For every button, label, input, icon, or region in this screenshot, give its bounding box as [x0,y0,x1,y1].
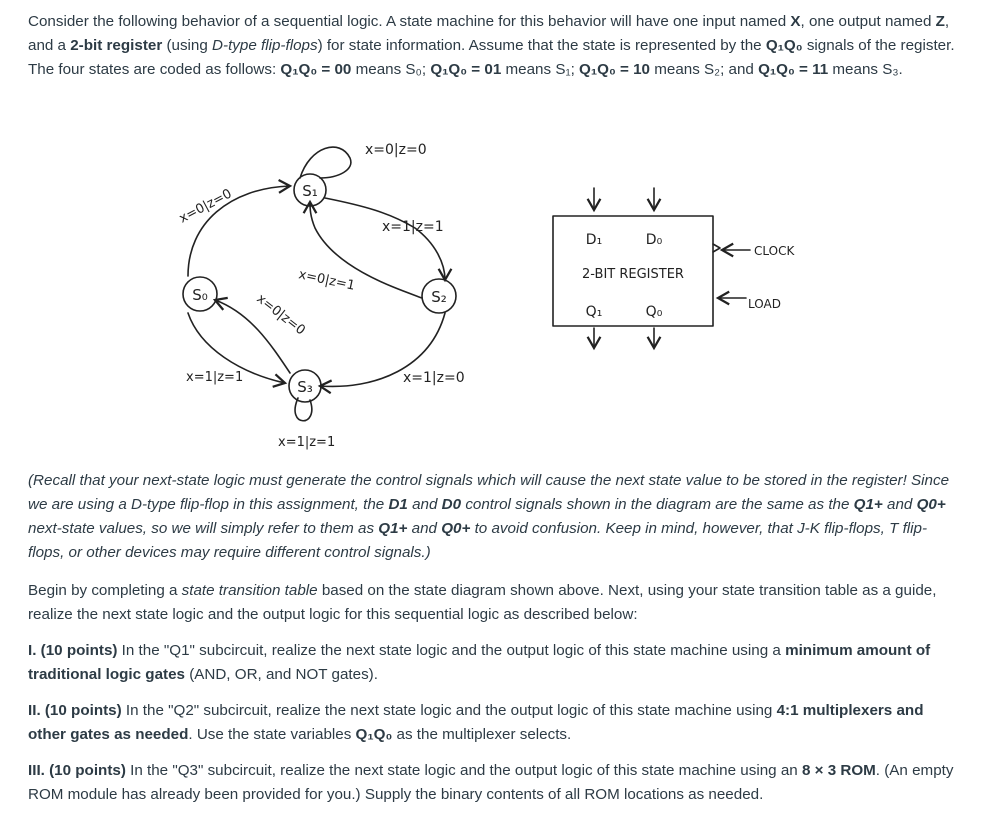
label-s2-to-s3: x=1|z=0 [403,370,465,386]
part-2-paragraph: II. (10 points) In the "Q2" subcircuit, realize the next state logic and the output logic of this state machine using 4:1 multiplexers and other gates as needed. Use the state variables Q₁Q₀ as the multiplexer selects. [28,702,924,743]
reg-q0: Q₀ [645,304,663,320]
label-s3-to-s0: x=0|z=0 [253,291,308,339]
label-s0-to-s1: x=0|z=0 [176,186,235,227]
svg-text:S₁: S₁ [302,182,318,200]
state-diagram-figure [160,128,840,458]
label-s1-to-s2: x=1|z=1 [382,219,444,235]
recall-paragraph: (Recall that your next-state logic must generate the control signals which will cause the next state value to be stored in the register! Since we are using a D-type flip-flop in this assignment, the D1 and D0 control signals shown in the diagram are the same as the Q1+ and Q0+ next-state values, so we will simply refer to them as Q1+ and Q0+ to avoid confusion. Keep in mind, however, that J-K flip-flops, T flip-flops, or other devices may require different control signals.) [28,472,950,561]
reg-q1: Q₁ [585,304,603,320]
reg-load: LOAD [748,297,781,311]
register-block [553,188,795,348]
svg-text:S₀: S₀ [192,286,208,304]
state-s3 [289,370,321,402]
edge-s1-self-loop [300,147,351,178]
part-3-paragraph: III. (10 points) In the "Q3" subcircuit, realize the next state logic and the output logic of this state machine using an 8 × 3 ROM. (An empty ROM module has already been provided for you.) Supply the binary contents of all ROM locations as needed. [28,762,954,803]
svg-text:S₂: S₂ [431,288,447,306]
svg-text:S₃: S₃ [297,378,313,396]
label-s2-to-s1: x=0|z=1 [297,267,357,294]
reg-d1: D₁ [585,232,603,248]
intro-paragraph: Consider the following behavior of a sequential logic. A state machine for this behavior will have one input named X, one output named Z, and a 2-bit register (using D-type flip-flops) for state information. Assume that the state is represented by the Q₁Q₀ signals of the register. The four states are coded as follows: Q₁Q₀ = 00 means S₀; Q₁Q₀ = 01 means S₁; Q₁Q₀ = 10 means S₂; and Q₁Q₀ = 11 means S₃. [28,13,955,78]
label-s1-self: x=0|z=0 [365,142,427,158]
state-s0 [183,277,217,311]
part-1-paragraph: I. (10 points) In the "Q1" subcircuit, realize the next state logic and the output logic of this state machine using a minimum amount of traditional logic gates (AND, OR, and NOT gates). [28,642,931,683]
label-s3-self: x=1|z=1 [278,435,336,450]
reg-clock: CLOCK [754,244,795,258]
reg-title: 2-BIT REGISTER [582,267,684,282]
state-s2 [422,279,456,313]
label-s0-to-s3: x=1|z=1 [186,370,244,385]
begin-paragraph: Begin by completing a state transition table based on the state diagram shown above. Next, using your state transition table as a guide, realize the next state logic and the output logic for this sequential logic as described below: [28,582,937,623]
edge-s1-to-s2 [325,198,445,280]
reg-d0: D₀ [645,232,663,248]
